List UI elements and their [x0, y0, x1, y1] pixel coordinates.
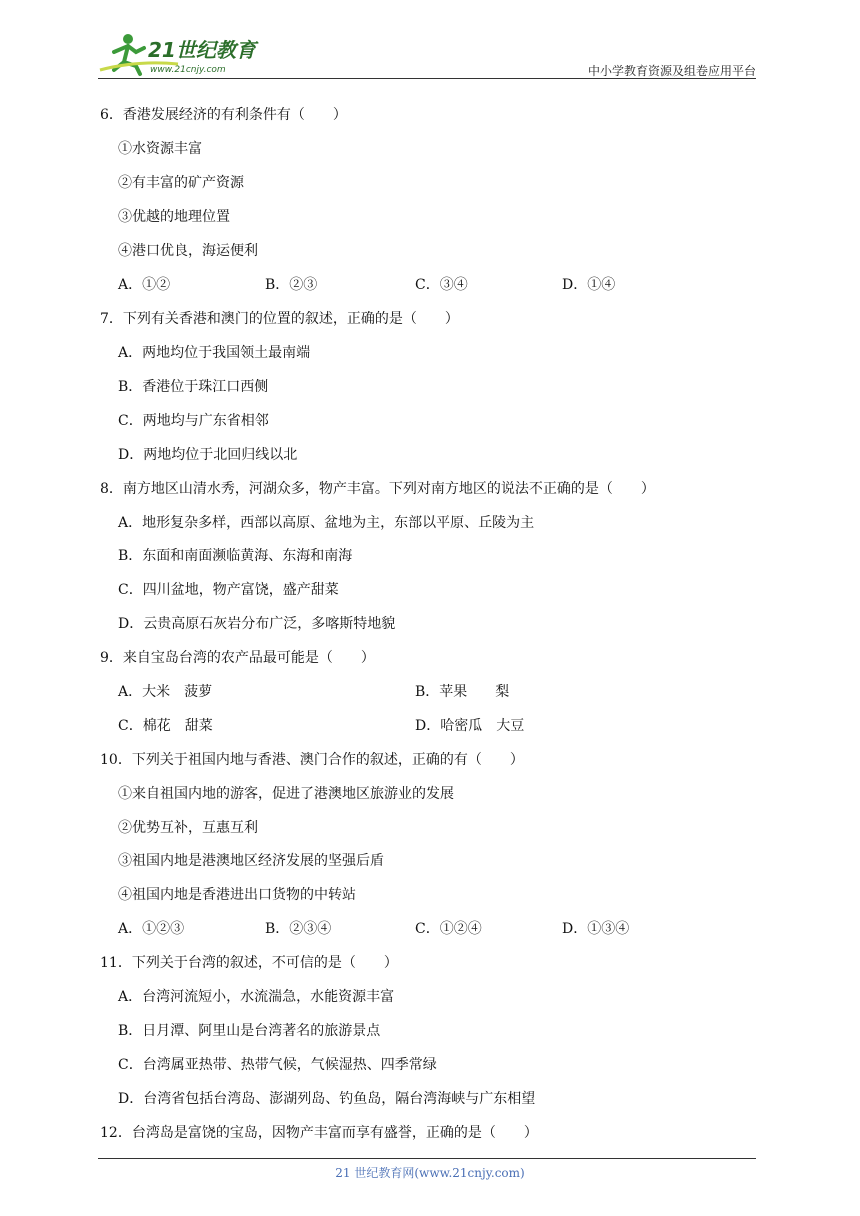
option-d: D．两地均位于北回归线以北 — [118, 447, 298, 463]
footer-divider — [98, 1158, 756, 1159]
statement-item: ①来自祖国内地的游客，促进了港澳地区旅游业的发展 — [118, 786, 454, 802]
statement-item: ②优势互补，互惠互利 — [118, 820, 258, 836]
option-b: B．香港位于珠江口西侧 — [118, 379, 269, 395]
option-b: B．②③④ — [265, 921, 332, 937]
logo-text: 21世纪教育 — [148, 38, 256, 62]
option-b: B．日月潭、阿里山是台湾著名的旅游景点 — [118, 1023, 381, 1039]
question-stem: 11．下列关于台湾的叙述，不可信的是（ ） — [100, 955, 398, 971]
statement-item: ②有丰富的矿产资源 — [118, 175, 244, 191]
platform-name: 中小学教育资源及组卷应用平台 — [587, 64, 756, 78]
question-stem: 6．香港发展经济的有利条件有（ ） — [100, 107, 347, 123]
question-stem: 10．下列关于祖国内地与香港、澳门合作的叙述，正确的有（ ） — [100, 752, 524, 768]
option-d: D．①④ — [562, 277, 616, 293]
header-divider — [98, 78, 756, 79]
option-a: A．台湾河流短小，水流湍急，水能资源丰富 — [118, 989, 395, 1005]
option-c: C．两地均与广东省相邻 — [118, 413, 269, 429]
option-a: A．地形复杂多样，西部以高原、盆地为主，东部以平原、丘陵为主 — [118, 515, 535, 531]
option-a: A．①②③ — [118, 921, 185, 937]
option-c: C．棉花 甜菜 — [118, 718, 213, 734]
question-stem: 12．台湾岛是富饶的宝岛，因物产丰富而享有盛誉，正确的是（ ） — [100, 1125, 538, 1141]
statement-item: ③优越的地理位置 — [118, 209, 230, 225]
option-d: D．①③④ — [562, 921, 630, 937]
option-a: A．大米 菠萝 — [118, 684, 213, 700]
page-header — [98, 30, 756, 78]
option-b: B．东面和南面濒临黄海、东海和南海 — [118, 548, 353, 564]
logo-url: www.21cnjy.com — [150, 65, 226, 75]
statement-item: ①水资源丰富 — [118, 141, 202, 157]
logo-21cnjy — [98, 30, 268, 78]
option-c: C．③④ — [415, 277, 468, 293]
option-b: B．苹果 梨 — [415, 684, 510, 700]
question-stem: 9．来自宝岛台湾的农产品最可能是（ ） — [100, 650, 375, 666]
option-a: A．①② — [118, 277, 171, 293]
option-d: D．哈密瓜 大豆 — [415, 718, 525, 734]
option-a: A．两地均位于我国领土最南端 — [118, 345, 311, 361]
page-footer: 21 世纪教育网(www.21cnjy.com) — [335, 1166, 525, 1180]
statement-item: ④祖国内地是香港进出口货物的中转站 — [118, 887, 356, 903]
option-b: B．②③ — [265, 277, 318, 293]
question-stem: 7．下列有关香港和澳门的位置的叙述，正确的是（ ） — [100, 311, 459, 327]
option-c: C．①②④ — [415, 921, 482, 937]
option-d: D．台湾省包括台湾岛、澎湖列岛、钓鱼岛，隔台湾海峡与广东相望 — [118, 1091, 536, 1107]
question-stem: 8．南方地区山清水秀，河湖众多，物产丰富。下列对南方地区的说法不正确的是（ ） — [100, 481, 655, 497]
statement-item: ④港口优良，海运便利 — [118, 243, 258, 259]
option-c: C．台湾属亚热带、热带气候，气候湿热、四季常绿 — [118, 1057, 437, 1073]
statement-item: ③祖国内地是港澳地区经济发展的坚强后盾 — [118, 853, 384, 869]
option-c: C．四川盆地，物产富饶，盛产甜菜 — [118, 582, 339, 598]
option-d: D．云贵高原石灰岩分布广泛，多喀斯特地貌 — [118, 616, 396, 632]
